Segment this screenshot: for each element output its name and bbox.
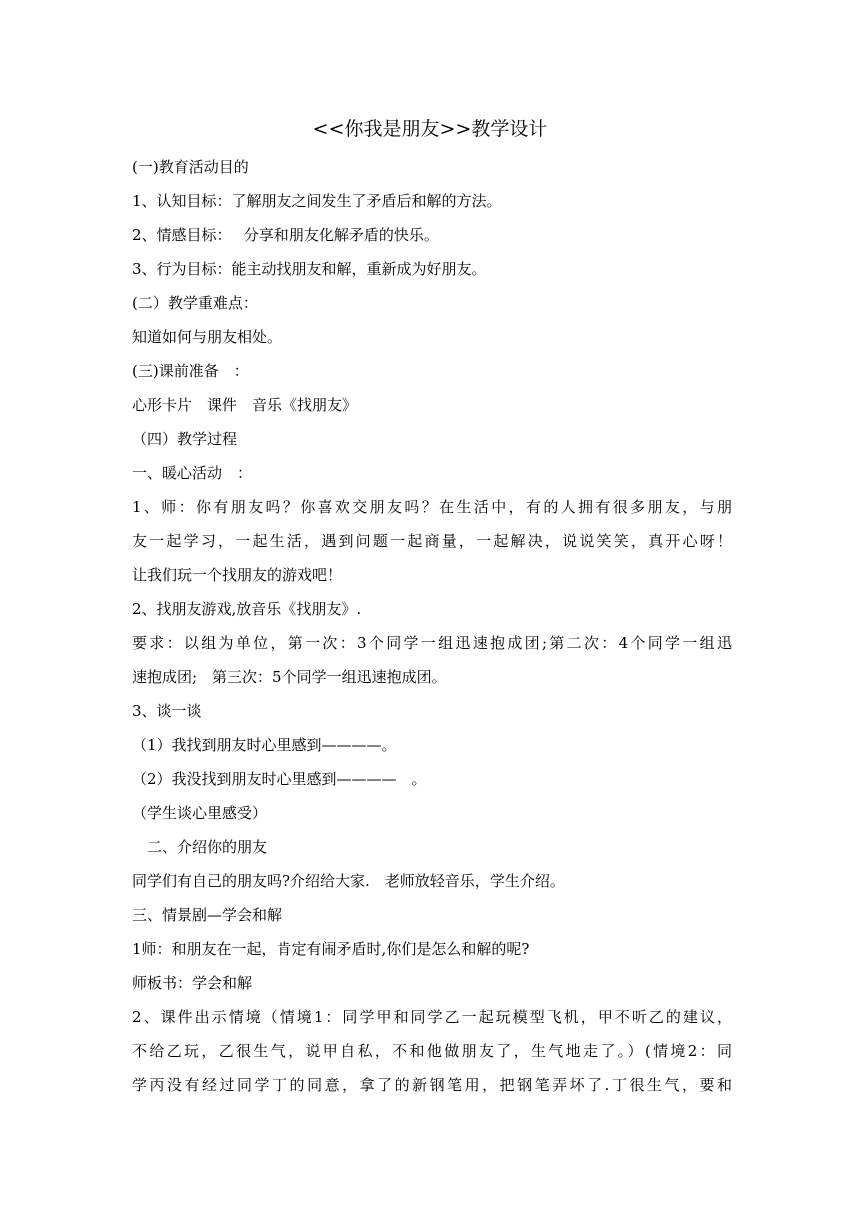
text-line: （2）我没找到朋友时心里感到———— 。 xyxy=(132,770,427,788)
section-heading-key-points: (二）教学重难点： xyxy=(132,294,258,312)
text-line: 2、找朋友游戏,放音乐《找朋友》. xyxy=(132,600,362,618)
text-line: 2、情感目标： 分享和朋友化解矛盾的快乐。 xyxy=(132,226,439,244)
section-heading-preparation: (三)课前准备 ： xyxy=(132,362,249,380)
text-line: 3、谈一谈 xyxy=(132,702,202,720)
text-line: 心形卡片 课件 音乐《找朋友》 xyxy=(132,396,358,414)
text-line: 2、课件出示情境（情境1：同学甲和同学乙一起玩模型飞机，甲不听乙的建议， xyxy=(132,1008,732,1026)
text-line: （1）我找到朋友时心里感到————。 xyxy=(132,736,397,754)
text-line: 要求：以组为单位，第一次：3个同学一组迅速抱成团;第二次：4个同学一组迅 xyxy=(132,634,732,652)
text-line: 友一起学习，一起生活，遇到问题一起商量，一起解决，说说笑笑，真开心呀！ xyxy=(132,532,732,550)
text-line: 同学们有自己的朋友吗?介绍给大家. 老师放轻音乐，学生介绍。 xyxy=(132,872,565,890)
text-line: 3、行为目标：能主动找朋友和解，重新成为好朋友。 xyxy=(132,260,487,278)
text-line: 师板书：学会和解 xyxy=(132,974,253,992)
section-heading-objectives: (一)教育活动目的 xyxy=(132,158,249,176)
subsection-heading: 一、暖心活动 ： xyxy=(132,464,253,482)
text-line: 学丙没有经过同学丁的同意，拿了的新钢笔用，把钢笔弄坏了.丁很生气，要和 xyxy=(132,1076,732,1094)
document-title: <<你我是朋友>>教学设计 xyxy=(312,118,548,140)
text-line: （学生谈心里感受） xyxy=(132,804,268,822)
section-heading-process: （四）教学过程 xyxy=(132,430,238,448)
text-line: 1师：和朋友在一起，肯定有闹矛盾时,你们是怎么和解的呢? xyxy=(132,940,530,958)
text-line: 1、师：你有朋友吗？你喜欢交朋友吗？在生活中，有的人拥有很多朋友，与朋 xyxy=(132,498,732,516)
text-line: 让我们玩一个找朋友的游戏吧！ xyxy=(132,566,343,584)
subsection-heading: 二、介绍你的朋友 xyxy=(132,838,268,856)
subsection-heading: 三、情景剧—学会和解 xyxy=(132,906,283,924)
text-line: 速抱成团; 第三次：5个同学一组迅速抱成团。 xyxy=(132,668,447,686)
text-line: 知道如何与朋友相处。 xyxy=(132,328,283,346)
text-line: 不给乙玩，乙很生气，说甲自私，不和他做朋友了，生气地走了。）(情境2：同 xyxy=(132,1042,732,1060)
text-line: 1、认知目标：了解朋友之间发生了矛盾后和解的方法。 xyxy=(132,192,502,210)
